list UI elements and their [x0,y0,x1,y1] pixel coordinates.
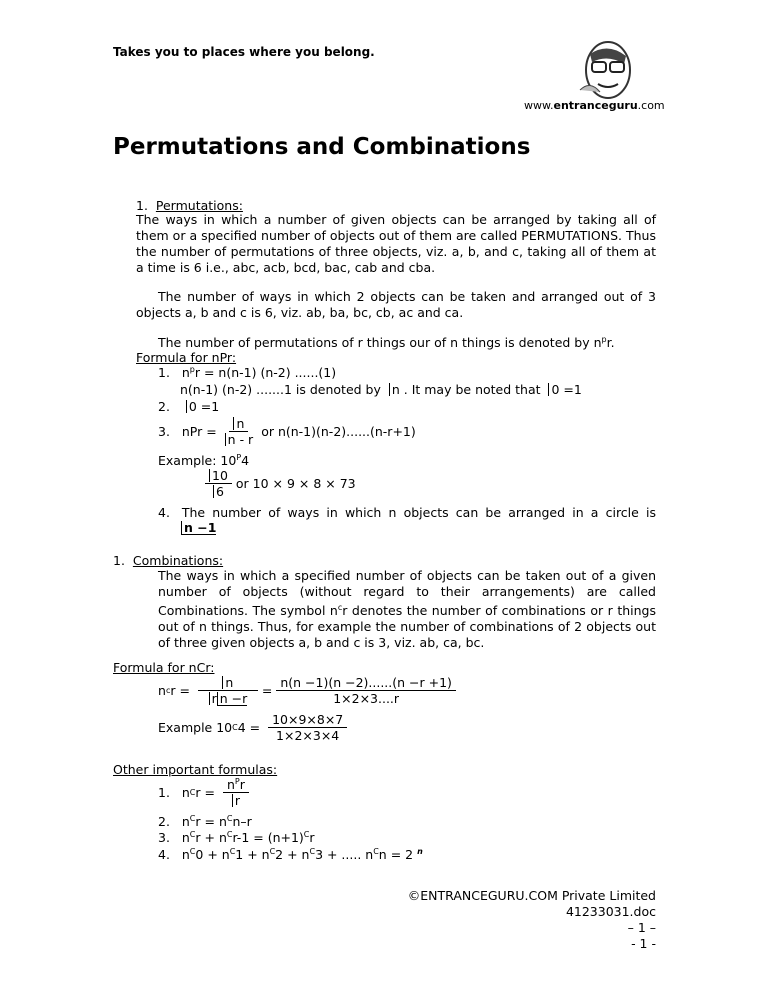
permutations-notation: The number of permutations of r things our of n things is denoted by $n^pr$. [158,335,615,351]
npr-item-1-line2: n(n-1) (n-2) .......1 is denoted by n . It may be noted that 0 =1 [180,382,582,397]
footer-page-number: – 1 – [627,920,656,935]
npr-example-calc: $\frac{10}{6}$ or 10 × 9 × 8 × 73 [205,468,356,499]
mascot-logo [560,40,640,102]
ncr-formula-heading: Formula for nCr: [113,660,215,675]
npr-item-4: 4. The number of ways in which n objects can be arranged in a circle is [158,505,656,520]
combinations-definition: The ways in which a specified number of objects can be taken out of a given number of objects (without regard to their arrangements) are called Combinations. The symbol $n^cr$ denotes the number of combinations or r things out of n things. Thus, for example the number of combinations of 2 objects out of three given objects a, b and c is 3, viz. ab, ca, bc. [158,568,656,651]
page-title: Permutations and Combinations [113,134,531,160]
footer-company: ©ENTRANCEGURU.COM Private Limited [407,888,656,903]
footer-page-number-alt: - 1 - [631,936,656,951]
footer-doc-name: 41233031.doc [565,904,656,919]
other-formulas-heading: Other important formulas: [113,762,278,777]
npr-item-1: 1. $n^pr = n(n-1)$ (n-2) ......(1) [158,365,337,381]
website-url[interactable]: www.entranceguru.com [524,99,665,112]
ncr-example: Example 10 C 4 = $\frac{10\times 9\times 8\times 7}{1\times 2\times 3\times 4}$ [158,712,347,743]
circular-permutation-factorial: n −1 [181,520,216,535]
tagline: Takes you to places where you belong. [113,45,375,59]
other-formula-3: 3. $n^Cr + n^Cr-1 = (n+1)^Cr$ [158,830,315,846]
permutations-heading: 1. Permutations: [136,198,243,213]
combinations-heading: 1. Combinations: [113,553,224,568]
npr-item-3: 3. nPr = $\frac{n}{n - r}$ or n(n-1)(n-2)......(n-r+1) [158,416,416,447]
permutations-example-paragraph: The number of ways in which 2 objects can be taken and arranged out of 3 objects a, b and c is 6, viz. ab, ba, bc, cb, ac and ca. [136,289,656,320]
other-formula-2: 2. $n^Cr = n^Cn-r$ [158,814,252,830]
other-formula-4: 4. $n^C0 + n^C1 + n^C2 + n^C3$ + ..... $n^Cn = 2$ $^n$ [158,847,423,863]
ncr-formula: n c r = $\frac{n}{\text{r n −r}}$ = $\frac{n(n -1)(n -2)......(n -r +1)}{1\times 2\times 3....r}$ [158,675,456,706]
npr-item-2: 2. 0 =1 [158,399,220,414]
other-formula-1: 1. n C r = $\frac{n^Pr}{r}$ [158,777,249,808]
npr-example-label: Example: $10^P4$ [158,453,250,469]
permutations-definition: The ways in which a number of given objects can be arranged by taking all of them or a specified number of objects out of them are called PERMUTATIONS. Thus the number of permutations of three objects, viz. a, b, and c, taking all of them at a time is 6 i.e., abc, acb, bcd, bac, cab and cba. [136,212,656,275]
npr-formula-heading: Formula for nPr: [136,350,237,365]
